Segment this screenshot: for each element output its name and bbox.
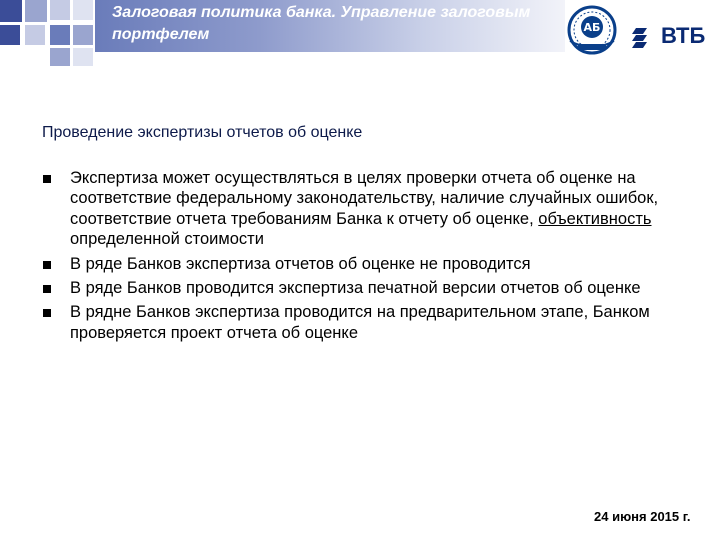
bullet-text: Экспертиза может осуществляться в целях проверки отчета об оценке на соответствие федеральному законодательству, наличие случайных ошибок, соответствие отчета требованиям Банка к отчету об оценке, xyxy=(70,169,659,228)
decor-square xyxy=(25,0,47,22)
bullet-text: определенной стоимости xyxy=(70,230,264,249)
vtb-logo-text: ВТБ xyxy=(661,23,706,48)
association-emblem-icon xyxy=(560,3,624,59)
list-item xyxy=(42,278,682,298)
decor-square xyxy=(73,25,93,45)
decor-square xyxy=(0,0,22,22)
svg-text:АБ: АБ xyxy=(583,21,601,34)
bullet-text: В ряде Банков экспертиза отчетов об оценке не проводится xyxy=(70,254,531,273)
square-bullet-icon xyxy=(43,175,51,183)
square-bullet-icon xyxy=(43,285,51,293)
vtb-logo xyxy=(630,22,708,50)
bullet-text: В ряде Банков проводится экспертиза печатной версии отчетов об оценке xyxy=(70,279,641,298)
decor-square xyxy=(50,48,70,66)
bullet-list xyxy=(42,168,682,347)
list-item xyxy=(42,254,682,274)
square-bullet-icon xyxy=(43,309,51,317)
list-item xyxy=(42,302,682,343)
slide-date: 24 июня 2015 г. xyxy=(594,509,691,524)
decor-square xyxy=(73,48,93,66)
section-title: Проведение экспертизы отчетов об оценке xyxy=(42,124,363,141)
decor-square xyxy=(73,0,93,20)
square-bullet-icon xyxy=(43,261,51,269)
header xyxy=(0,0,720,90)
decor-square xyxy=(0,25,20,45)
decor-square xyxy=(25,25,45,45)
bullet-text: В рядне Банков экспертиза проводится на предварительном этапе, Банком проверяется проект отчета об оценке xyxy=(70,303,650,342)
underlined-text: объективность xyxy=(538,209,652,228)
vtb-arrow-icon xyxy=(630,22,658,50)
decor-square xyxy=(50,25,70,45)
decor-square xyxy=(50,0,70,20)
list-item xyxy=(42,168,682,250)
presentation-title: Залоговая политика банка. Управление залоговым портфелем xyxy=(112,4,531,43)
